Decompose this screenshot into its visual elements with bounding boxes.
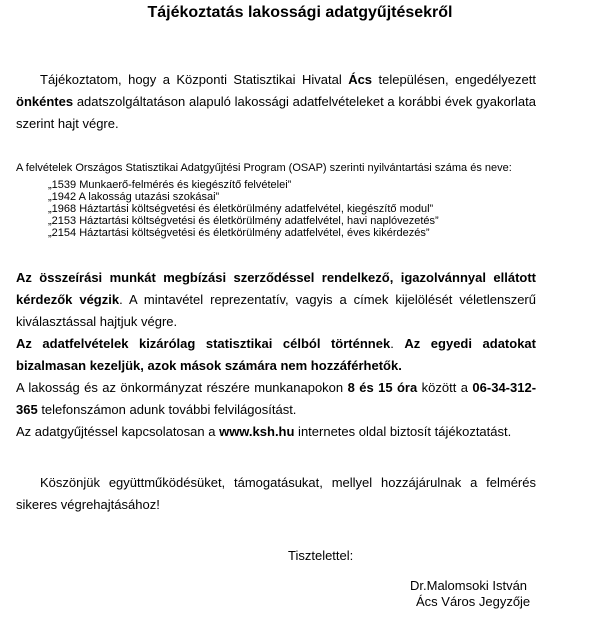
survey-item: „1539 Munkaerő-felmérés és kiegészítő felvételei”	[48, 179, 292, 191]
survey-item: „1942 A lakosság utazási szokásai”	[48, 191, 220, 203]
website-link[interactable]: www.ksh.hu	[219, 424, 295, 439]
interviewer-paragraph	[16, 267, 536, 333]
survey-item: „2153 Háztartási költségvetési és életkörülmény adatfelvétel, havi naplóvezetés”	[48, 215, 439, 227]
osap-intro: A felvételek Országos Statisztikai Adatgyűjtési Program (OSAP) szerinti nyilvántartási száma és neve:	[16, 162, 512, 174]
intro-text-3: adatszolgáltatáson alapuló lakossági adatfelvételeket a korábbi évek gyakorlata szerint hajt végre.	[16, 94, 536, 131]
signature-block	[410, 578, 530, 610]
interviewer-bold: Az összeírási munkát megbízási szerződéssel rendelkező, igazolvánnyal ellátott kérdezők végzik	[16, 270, 536, 307]
signer-name: Dr.Malomsoki István	[410, 578, 528, 593]
contact-paragraph	[16, 377, 536, 421]
contact-text-1: A lakosság és az önkormányzat részére munkanapokon	[16, 380, 348, 395]
signer-role: Ács Város Jegyzője	[416, 594, 531, 609]
contact-text-3: telefonszámon adunk további felvilágosítást.	[37, 402, 297, 417]
confidentiality-paragraph	[16, 333, 536, 377]
office-hours: 8 és 15 óra	[347, 380, 418, 395]
website-paragraph	[16, 421, 536, 443]
confidentiality-sep: .	[390, 336, 405, 351]
settlement-name: Ács	[348, 72, 373, 87]
survey-list	[48, 179, 548, 239]
website-text-2: internetes oldal biztosít tájékoztatást.	[294, 424, 512, 439]
confidentiality-bold-1: Az adatfelvételek kizárólag statisztikai célból történnek	[16, 336, 391, 351]
intro-text-2: településen, engedélyezett	[372, 72, 536, 87]
survey-item: „2154 Háztartási költségvetési és életkörülmény adatfelvétel, éves kikérdezés”	[48, 227, 430, 239]
website-text-1: Az adatgyűjtéssel kapcsolatosan a	[16, 424, 220, 439]
intro-text-1: Tájékoztatom, hogy a Központi Statisztikai Hivatal	[40, 72, 349, 87]
interviewer-text: . A mintavétel reprezentatív, vagyis a címek kijelölését véletlenszerű kiválasztással hajtjuk végre.	[16, 292, 536, 329]
phone-number: 06-34-312-365	[16, 380, 537, 417]
thanks-paragraph: Köszönjük együttműködésüket, támogatásukat, mellyel hozzájárulnak a felmérés sikeres végrehajtásához!	[16, 475, 536, 512]
voluntary-label: önkéntes	[16, 94, 74, 109]
contact-text-2: között a	[417, 380, 473, 395]
closing-salutation: Tisztelettel:	[288, 548, 354, 563]
confidentiality-bold-2: Az egyedi adatokat bizalmasan kezeljük, azok mások számára nem hozzáférhetők.	[16, 336, 536, 373]
survey-item: „1968 Háztartási költségvetési és életkörülmény adatfelvétel, kiegészítő modul”	[48, 203, 434, 215]
document-title: Tájékoztatás lakossági adatgyűjtésekről	[147, 4, 453, 21]
intro-paragraph	[16, 69, 536, 135]
body-paragraphs	[16, 267, 536, 443]
